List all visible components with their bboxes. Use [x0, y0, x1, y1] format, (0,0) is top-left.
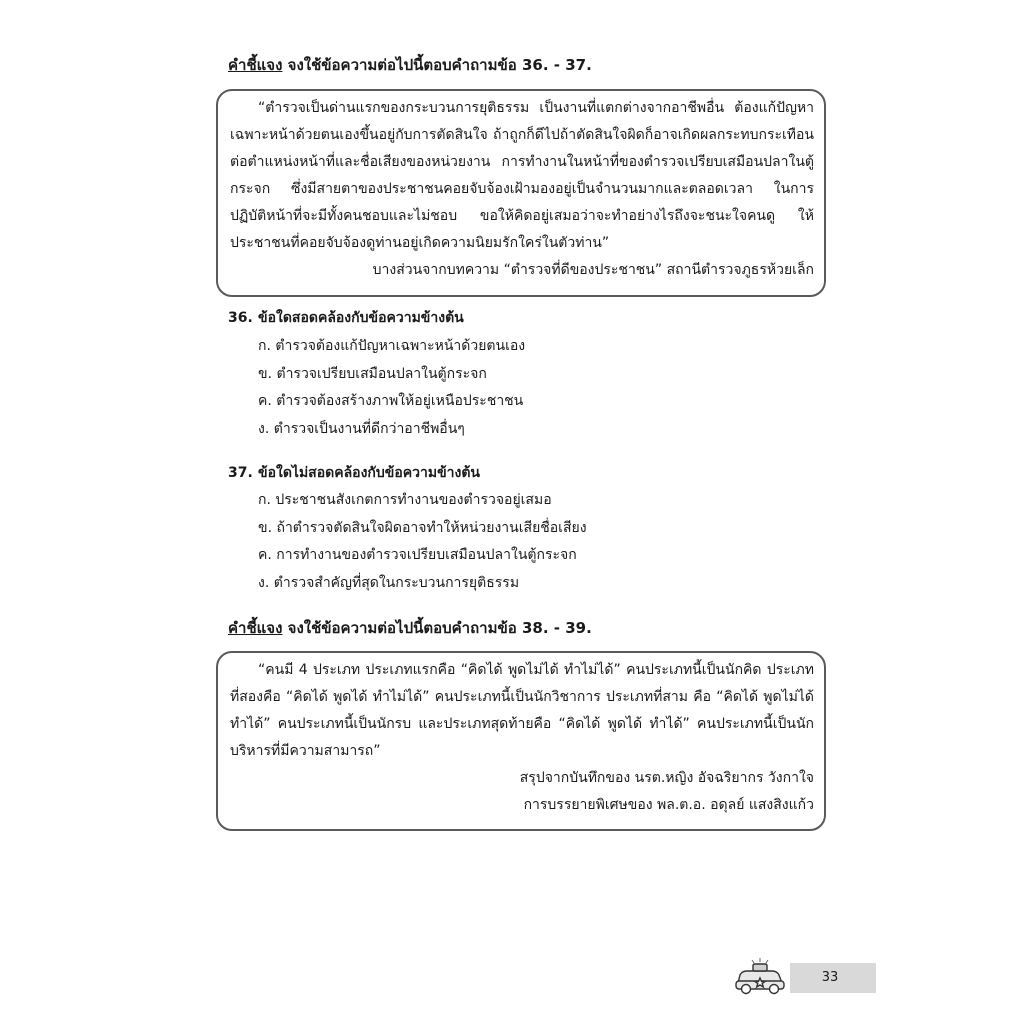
choice-item: ค. การทำงานของตำรวจเปรียบเสมือนปลาในตู้กระจก: [258, 547, 577, 563]
passage-source-2a: สรุปจากบันทึกของ นรต.หญิง อัจฉริยากร วังกาใจ: [519, 770, 814, 786]
passage-box-2: [216, 651, 826, 831]
instruction-text: จงใช้ข้อความต่อไปนี้ตอบคำถามข้อ 38. - 39.: [287, 619, 592, 637]
police-car-icon: [732, 956, 788, 996]
passage-box-1: [216, 89, 826, 297]
instruction-38-39: [228, 618, 592, 638]
choice-item: ก. ตำรวจต้องแก้ปัญหาเฉพาะหน้าด้วยตนเอง: [258, 338, 526, 354]
choice-item: ง. ตำรวจเป็นงานที่ดีกว่าอาชีพอื่นๆ: [258, 420, 465, 437]
instruction-text: จงใช้ข้อความต่อไปนี้ตอบคำถามข้อ 36. - 37.: [287, 56, 592, 74]
choice-item: ง. ตำรวจสำคัญที่สุดในกระบวนการยุติธรรม: [258, 574, 520, 591]
choice-item: ค. ตำรวจต้องสร้างภาพให้อยู่เหนือประชาชน: [258, 393, 524, 409]
question-36: [228, 308, 464, 328]
choice-item: ข. ถ้าตำรวจตัดสินใจผิดอาจทำให้หน่วยงานเสียชื่อเสียง: [258, 519, 587, 536]
choices-37: [258, 487, 587, 597]
question-number: 36.: [228, 310, 253, 326]
question-number: 37.: [228, 465, 253, 481]
passage-text-2: “คนมี 4 ประเภท ประเภทแรกคือ “คิดได้ พูดไม่ได้ ทำไม่ได้” คนประเภทนี้เป็นนักคิด ประเภทที่สองคือ “คิดได้ พูดได้ ทำไม่ได้” คนประเภทนี้เป็นนักวิชาการ ประเภทที่สาม คือ “คิดได้ พูดไม่ได้ ทำได้” คนประเภทนี้เป็นนักรบ และประเภทสุดท้ายคือ “คิดได้ พูดได้ ทำได้” คนประเภทนี้เป็นนักบริหารที่มีความสามารถ”: [230, 662, 814, 759]
choice-item: ข. ตำรวจเปรียบเสมือนปลาในตู้กระจก: [258, 365, 487, 382]
instruction-label: คำชี้แจง: [228, 619, 283, 637]
choices-36: [258, 333, 525, 443]
passage-source-2b: การบรรยายพิเศษของ พล.ต.อ. อดุลย์ แสงสิงแก้ว: [523, 797, 814, 813]
instruction-36-37: [228, 55, 592, 75]
choice-item: ก. ประชาชนสังเกตการทำงานของตำรวจอยู่เสมอ: [258, 492, 552, 508]
question-text: ข้อใดไม่สอดคล้องกับข้อความข้างต้น: [258, 465, 480, 481]
passage-source-1: บางส่วนจากบทความ “ตำรวจที่ดีของประชาชน” สถานีตำรวจภูธรห้วยเล็ก: [372, 262, 814, 278]
page-number: 33: [821, 970, 839, 985]
instruction-label: คำชี้แจง: [228, 56, 283, 74]
question-37: [228, 463, 480, 483]
passage-text-1: “ตำรวจเป็นด่านแรกของกระบวนการยุติธรรม เป็นงานที่แตกต่างจากอาชีพอื่น ต้องแก้ปัญหาเฉพาะหน้าด้วยตนเองขึ้นอยู่กับการตัดสินใจ ถ้าถูกก็ดีไปถ้าตัดสินใจผิดก็อาจเกิดผลกระทบกระเทือนต่อตำแหน่งหน้าที่และชื่อเสียงของหน่วยงาน การทำงานในหน้าที่ของตำรวจเปรียบเสมือนปลาในตู้กระจก ซึ่งมีสายตาของประชาชนคอยจับจ้องเฝ้ามองอยู่เป็นจำนวนมากและตลอดเวลา ในการปฏิบัติหน้าที่จะมีทั้งคนชอบและไม่ชอบ ขอให้คิดอยู่เสมอว่าจะทำอย่างไรถึงจะชนะใจคนดู ให้ประชาชนที่คอยจับจ้องดูท่านอยู่เกิดความนิยมรักใคร่ในตัวท่าน”: [230, 100, 814, 251]
question-text: ข้อใดสอดคล้องกับข้อความข้างต้น: [258, 310, 464, 326]
